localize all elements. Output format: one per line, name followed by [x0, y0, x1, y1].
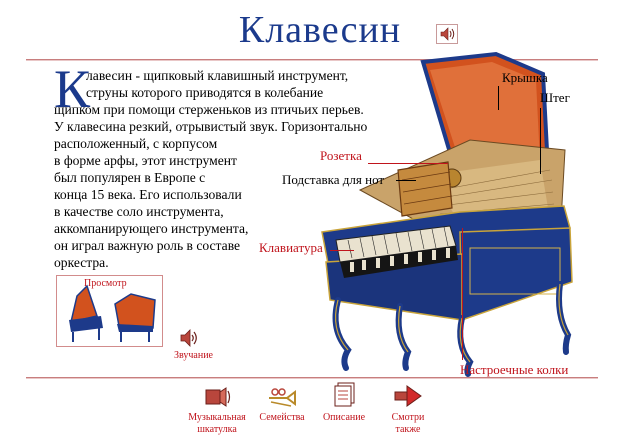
description-icon	[327, 380, 361, 410]
article-line: аккомпанирующего инструмента,	[54, 221, 249, 236]
nav-families[interactable]	[254, 380, 310, 424]
label-lid: Крышка	[502, 70, 548, 85]
article-line: расположенный, с корпусом	[54, 136, 218, 151]
see-also-arrow-icon	[391, 380, 425, 410]
label-music-stand: Подставка для нот	[282, 172, 385, 187]
preview-label[interactable]: Просмотр	[84, 278, 127, 289]
article-line: в форме арфы, этот инструмент	[54, 153, 237, 168]
speaker-icon[interactable]	[178, 327, 200, 349]
article-line: лавесин - щипковый клавишный инструмент,	[86, 68, 349, 83]
music-box-icon	[200, 380, 234, 410]
article-line: струны которого приводятся в колебание	[86, 85, 324, 100]
nav-see-also-label-2: также	[395, 424, 421, 435]
nav-music-box[interactable]	[184, 380, 250, 436]
article-line: конца 15 века. Его использовали	[54, 187, 242, 202]
nav-description-label: Описание	[322, 412, 366, 423]
article-line: в качестве соло инструмента,	[54, 204, 224, 219]
speaker-icon[interactable]	[436, 24, 458, 44]
article-line: был популярен в Европе с	[54, 170, 206, 185]
label-jack: Штег	[540, 90, 570, 105]
article-line: оркестра.	[54, 255, 109, 270]
dropcap-letter: К	[54, 59, 91, 119]
page-title: Клавесин	[238, 9, 402, 51]
article-line: У клавесина резкий, отрывистый звук. Горизонтально	[54, 119, 368, 134]
article-line: он играл важную роль в составе	[54, 238, 241, 253]
nav-see-also[interactable]	[378, 380, 438, 436]
bottom-divider	[26, 377, 598, 379]
nav-music-box-label: Музыкальная	[188, 412, 246, 423]
nav-music-box-label-2: шкатулка	[197, 424, 237, 435]
instrument-family-icon	[265, 380, 299, 410]
label-rose[interactable]: Розетка	[320, 148, 362, 163]
nav-families-label: Семейства	[259, 412, 305, 423]
sound-label[interactable]: Звучание	[174, 350, 213, 361]
label-keyboard[interactable]: Клавиатура	[259, 240, 323, 255]
harpsichord-image	[255, 50, 585, 380]
nav-description[interactable]	[316, 380, 372, 424]
article-line: щипком при помощи стерженьков из птичьих перьев.	[54, 102, 364, 117]
nav-see-also-label: Смотри	[391, 412, 425, 423]
label-tuning-pins[interactable]: Настроечные колки	[460, 362, 569, 377]
